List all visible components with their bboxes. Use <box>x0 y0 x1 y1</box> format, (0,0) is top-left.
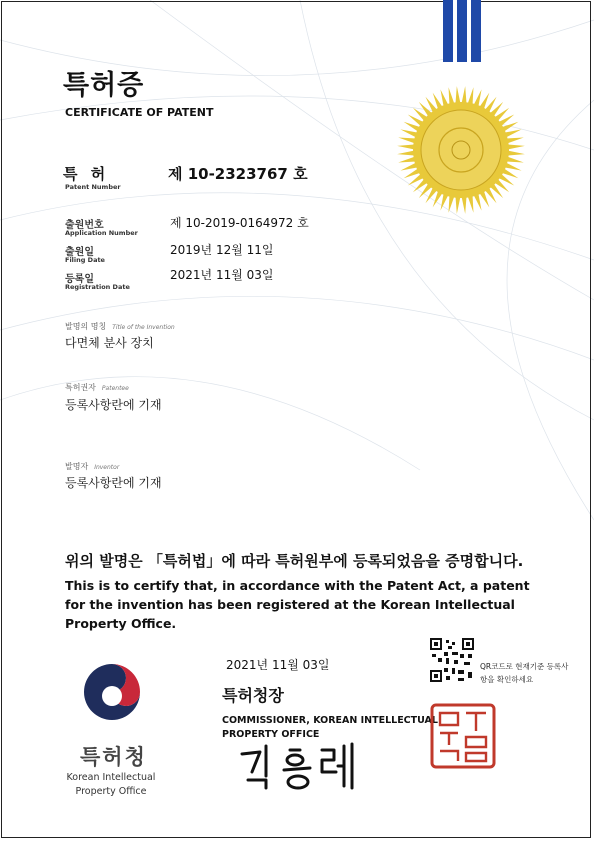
filing-date-label-english: Filing Date <box>65 256 105 264</box>
kipo-logo-text-en: Korean Intellectual Property Office <box>66 772 156 797</box>
qr-code[interactable] <box>430 638 474 682</box>
certificate-title: 특허증 <box>63 70 145 101</box>
filing-date-value: 2019년 12월 11일 <box>170 243 274 257</box>
inventor-label-english: Inventor <box>94 464 120 471</box>
gold-seal-medallion <box>385 0 535 225</box>
commissioner-title-en: COMMISSIONER, KOREAN INTELLECTUAL PROPERTY OFFICE <box>222 715 438 740</box>
application-label-english: Application Number <box>65 229 138 237</box>
filing-date-label: 출원일 <box>65 247 94 258</box>
inventor-label <box>65 461 119 472</box>
registration-date-value: 2021년 11월 03일 <box>170 268 274 282</box>
inventor-label-ko: 발명자 <box>65 462 89 471</box>
patent-label-english: Patent Number <box>65 183 121 191</box>
invention-label-english: Title of the Invention <box>112 324 175 331</box>
application-label: 출원번호 <box>65 220 104 231</box>
patentee-label-english: Patentee <box>101 385 129 392</box>
commissioner-signature <box>238 742 368 792</box>
registration-date-label-english: Registration Date <box>65 283 130 291</box>
invention-label <box>65 321 175 332</box>
certification-statement-ko: 위의 발명은 「특허법」에 따라 특허원부에 등록되었음을 증명합니다. <box>65 552 524 570</box>
issue-date: 2021년 11월 03일 <box>226 658 330 672</box>
certification-statement-en: This is to certify that, in accordance with the Patent Act, a patent for the invention has been registered at the Korean Intellectual Property Office. <box>65 578 530 631</box>
kipo-logo-icon <box>80 660 144 728</box>
official-seal-stamp <box>430 703 496 769</box>
patent-number-value: 제 10-2323767 호 <box>168 165 308 183</box>
qr-caption: QR코드로 현재기준 등록사항을 확인하세요 <box>480 662 569 684</box>
patentee-label <box>65 382 129 393</box>
patent-label: 특 허 <box>63 165 110 183</box>
commissioner-title-ko: 특허청장 <box>222 686 284 705</box>
kipo-logo-text-ko: 특허청 <box>80 745 147 769</box>
invention-title-value: 다면체 분사 장치 <box>65 336 154 350</box>
patentee-label-ko: 특허권자 <box>65 383 96 392</box>
inventor-value: 등록사항란에 기재 <box>65 476 162 490</box>
application-number-value: 제 10-2019-0164972 호 <box>170 216 309 230</box>
registration-date-label: 등록일 <box>65 274 94 285</box>
invention-label-ko: 발명의 명칭 <box>65 322 107 331</box>
certificate-title-english: CERTIFICATE OF PATENT <box>65 106 214 119</box>
patentee-value: 등록사항란에 기재 <box>65 398 162 412</box>
